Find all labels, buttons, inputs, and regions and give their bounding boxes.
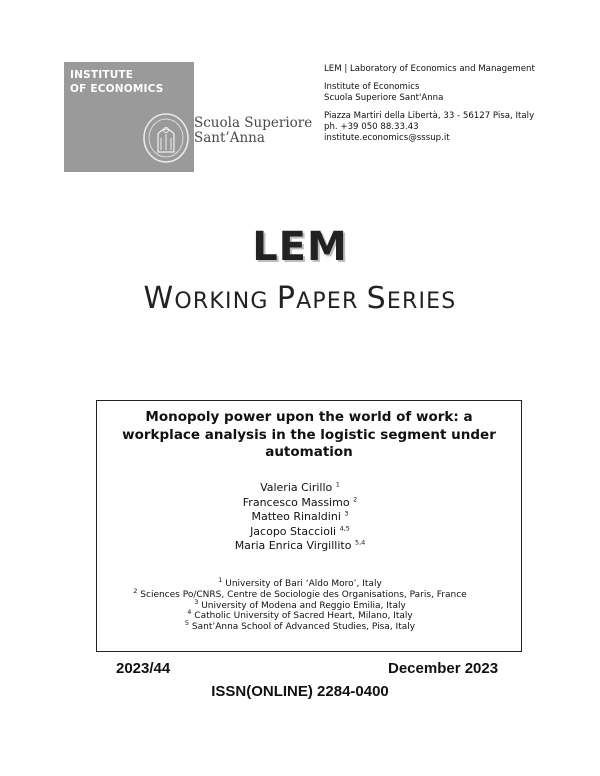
affiliation: $^1$ University of Bari ‘Aldo Moro’, Italy: [218, 576, 382, 589]
paper-title-line-1: Monopoly power upon the world of work: a: [145, 409, 473, 425]
school-name: [194, 116, 312, 146]
institute-name: [70, 68, 164, 96]
paper-date: December 2023: [388, 660, 499, 677]
issn: ISSN(ONLINE) 2284-0400: [211, 683, 389, 700]
affiliation: $^5$ Sant’Anna School of Advanced Studies, Pisa, Italy: [184, 619, 416, 633]
institute-line-1: INSTITUTE: [70, 69, 134, 81]
affiliation: $^2$ Sciences Po/CNRS, Centre de Sociologie des Organisations, Paris, France: [133, 586, 467, 600]
affiliation-list: [0, 576, 600, 633]
series-word-working: WORKING: [143, 281, 269, 316]
paper-number: 2023/44: [116, 660, 171, 677]
series-title: [0, 281, 600, 316]
series-word-series: SERIES: [366, 281, 457, 316]
institute-label: Institute of Economics: [324, 82, 420, 92]
author: Francesco Massimo $^2$: [242, 494, 358, 509]
contact-block: [324, 64, 535, 144]
affiliation: $^4$ Catholic University of Sacred Heart, Milano, Italy: [187, 608, 413, 622]
institute-line-2: OF ECONOMICS: [70, 83, 164, 95]
address: Piazza Martiri della Libertà, 33 - 56127 Pisa, Italy: [324, 111, 535, 121]
affiliation: $^3$ University of Modena and Reggio Emilia, Italy: [194, 597, 406, 611]
author: Maria Enrica Virgillito $^{5,4}$: [234, 538, 366, 553]
email-link[interactable]: institute.economics@sssup.it: [324, 133, 450, 143]
series-word-paper: PAPER: [276, 281, 359, 316]
author: Matteo Rinaldini $^3$: [251, 509, 349, 524]
school-line-1: Scuola Superiore: [194, 115, 313, 131]
school-label: Scuola Superiore Sant'Anna: [324, 93, 444, 103]
series-acronym: LEM: [252, 224, 348, 270]
phone: ph. +39 050 88.33.43: [324, 122, 419, 132]
author: Valeria Cirillo $^1$: [260, 480, 340, 494]
lab-name: LEM | Laboratory of Economics and Management: [324, 64, 535, 74]
paper-title-line-3: automation: [265, 444, 353, 460]
seal-icon: [142, 112, 190, 164]
paper-title: [97, 409, 521, 462]
author-list: [0, 481, 600, 554]
school-line-2: Sant’Anna: [194, 130, 265, 146]
author: Jacopo Staccioli $^{4,5}$: [250, 524, 350, 538]
paper-title-line-2: workplace analysis in the logistic segment under: [122, 426, 496, 443]
